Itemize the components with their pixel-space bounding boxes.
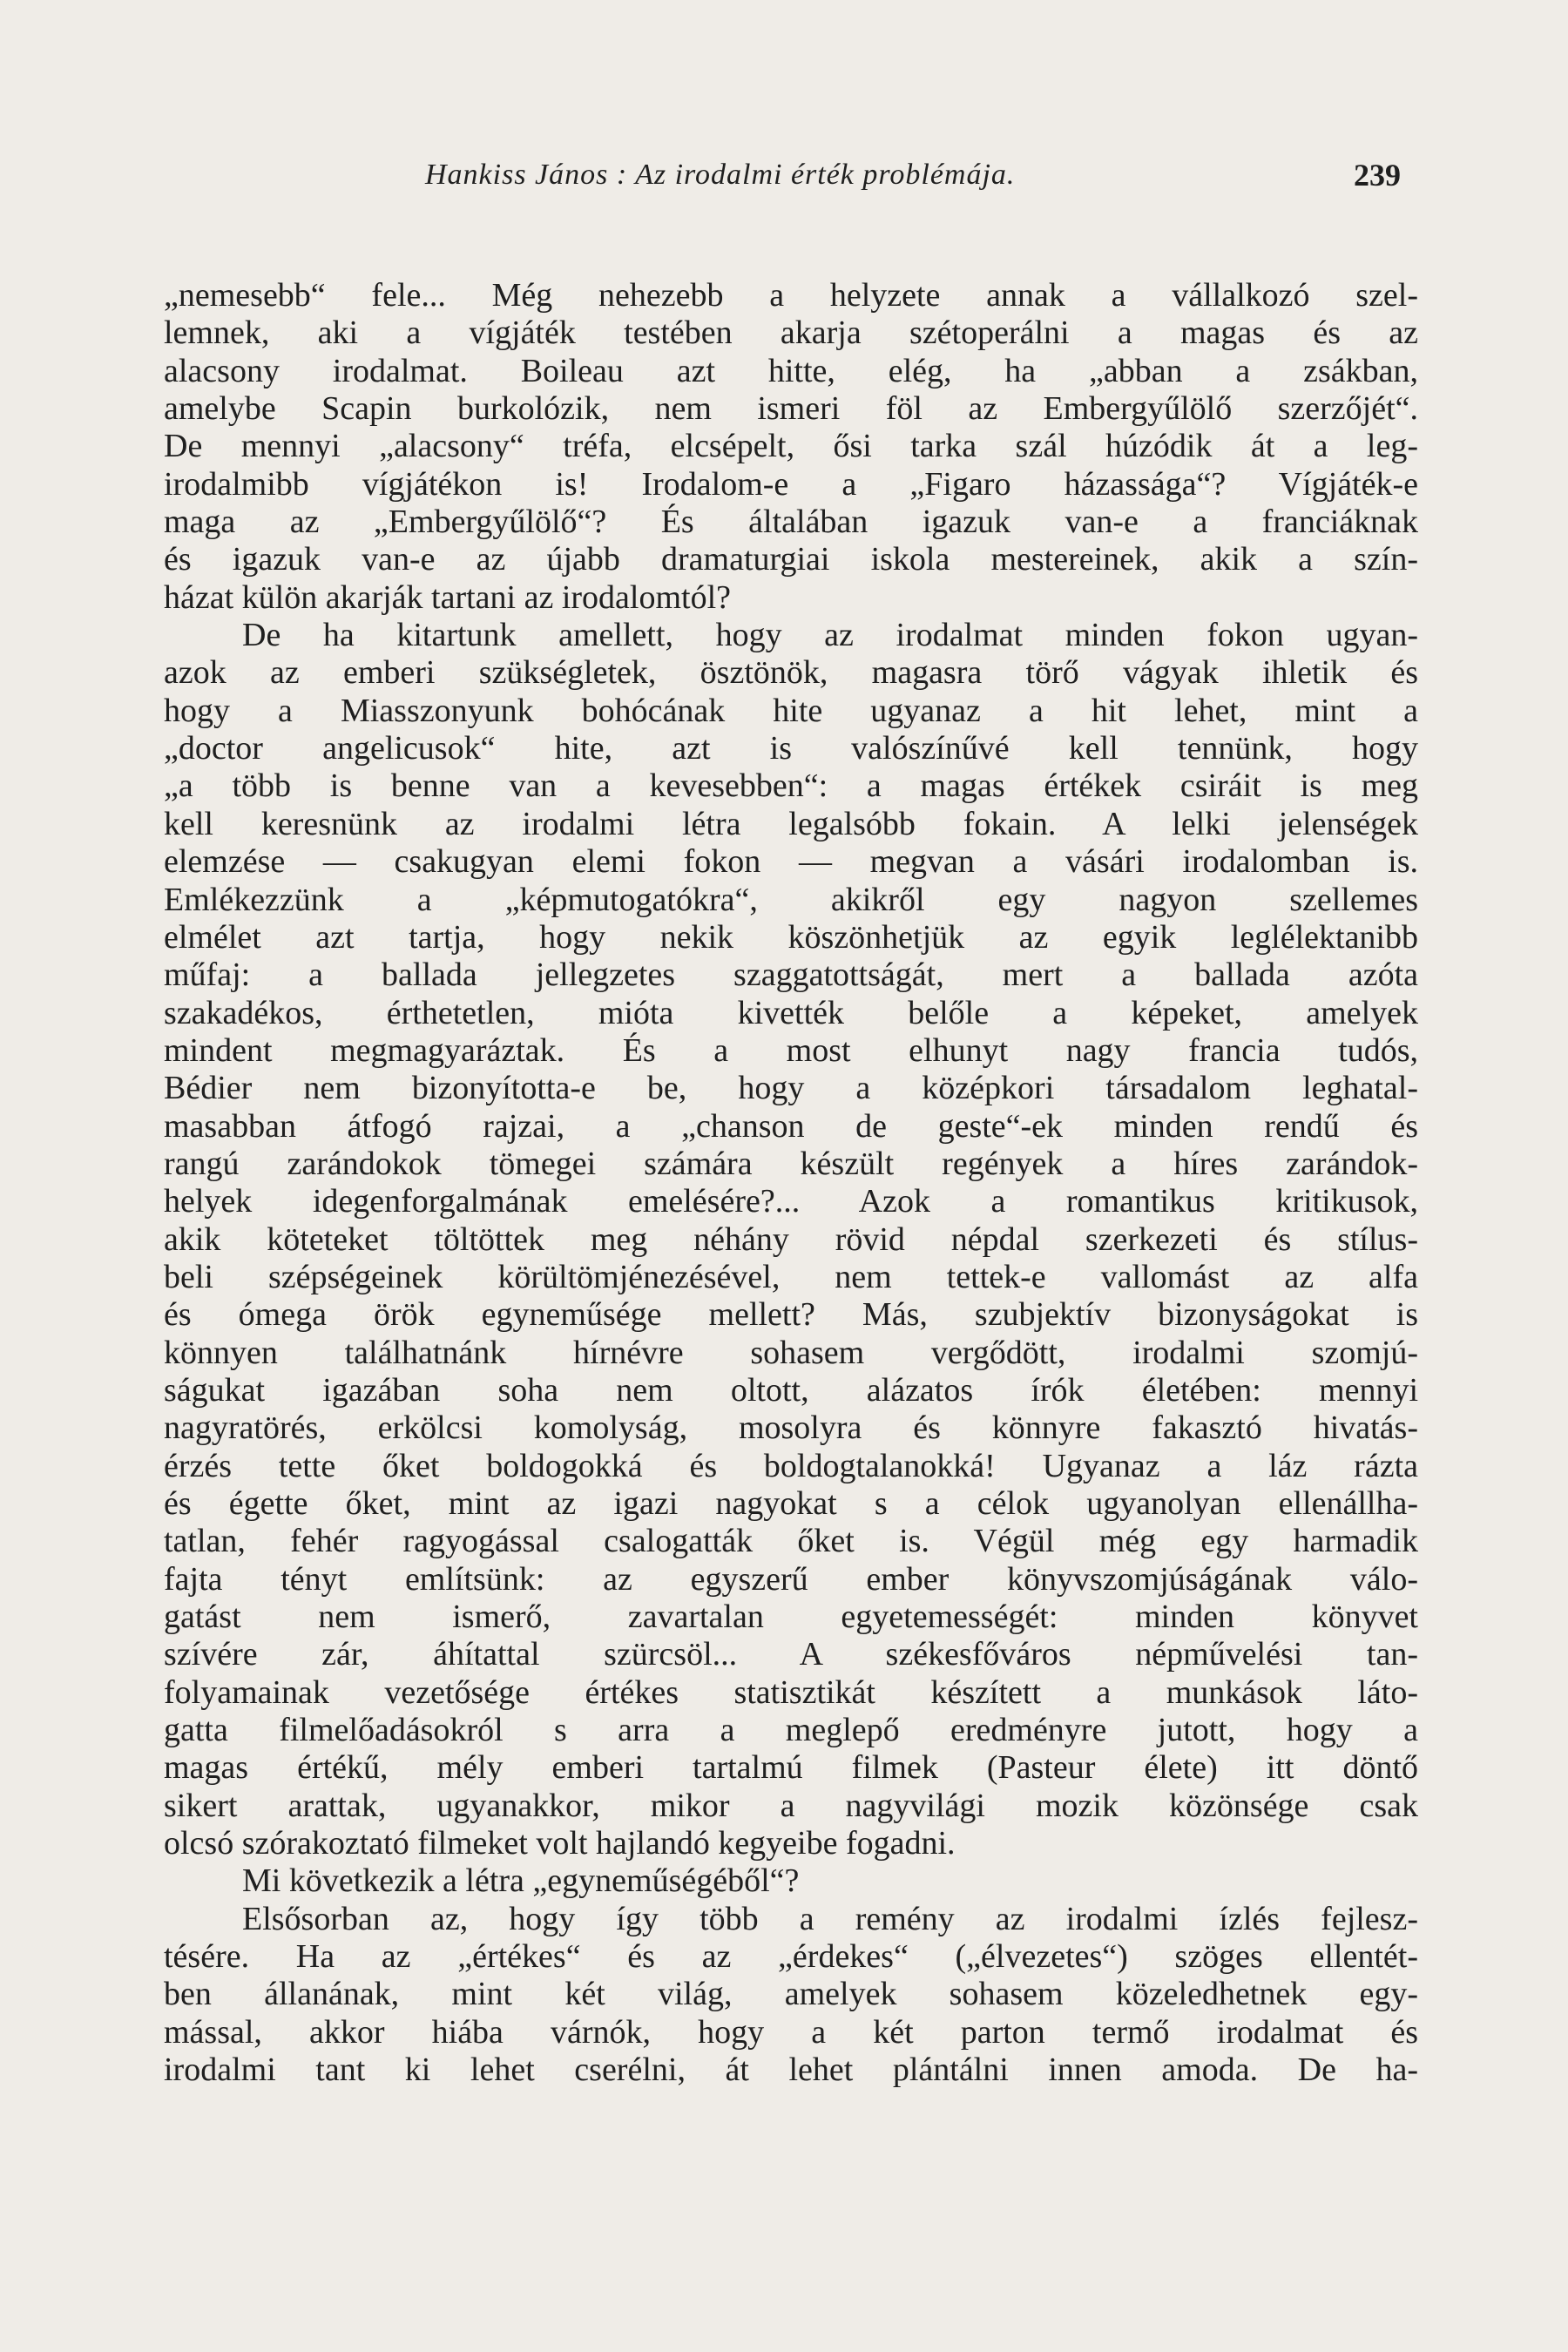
text-line: „a több is benne van a kevesebben“: a magas értékek csiráit is meg: [164, 767, 1418, 805]
text-line: ságukat igazában soha nem oltott, alázatos írók életében: mennyi: [164, 1371, 1418, 1409]
text-line: gatta filmelőadásokról s arra a meglepő eredményre jutott, hogy a: [164, 1712, 1418, 1749]
text-line: nagyratörés, erkölcsi komolyság, mosolyra és könnyre fakasztó hivatás-: [164, 1409, 1418, 1447]
text-line: mással, akkor hiába várnók, hogy a két parton termő irodalmat és: [164, 2013, 1418, 2051]
text-line: hogy a Miasszonyunk bohócának hite ugyanaz a hit lehet, mint a: [164, 692, 1418, 729]
text-line: kell keresnünk az irodalmi létra legalsóbb fokain. A lelki jelenségek: [164, 805, 1418, 842]
text-line: fajta tényt említsünk: az egyszerű ember könyvszomjúságának válo-: [164, 1560, 1418, 1598]
text-line: és ómega örök egyneműsége mellett? Más, szubjektív bizonyságokat is: [164, 1296, 1418, 1334]
text-line: De mennyi „alacsony“ tréfa, elcsépelt, ősi tarka szál húzódik át a leg-: [164, 428, 1418, 465]
text-line: folyamainak vezetősége értékes statisztikát készített a munkások láto-: [164, 1673, 1418, 1711]
text-line: sikert arattak, ugyanakkor, mikor a nagyvilági mozik közönsége csak: [164, 1787, 1418, 1824]
text-line: házat külön akarják tartani az irodalomtól?: [164, 578, 731, 616]
text-line: azok az emberi szükségletek, ösztönök, magasra törő vágyak ihletik és: [164, 654, 1418, 692]
text-line: olcsó szórakoztató filmeket volt hajlandó kegyeibe fogadni.: [164, 1825, 956, 1862]
text-line: helyek idegenforgalmának emelésére?... Azok a romantikus kritikusok,: [164, 1183, 1418, 1220]
text-line: könnyen találhatnánk hírnévre sohasem vergődött, irodalmi szomjú-: [164, 1334, 1418, 1371]
page-number: 239: [1354, 158, 1401, 193]
text-line: alacsony irodalmat. Boileau azt hitte, elég, ha „abban a zsákban,: [164, 352, 1418, 389]
text-line: Emlékezzünk a „képmutogatókra“, akikről egy nagyon szellemes: [164, 881, 1418, 918]
text-line: tatlan, fehér ragyogással csalogatták őket is. Végül még egy harmadik: [164, 1523, 1418, 1560]
text-line: tésére. Ha az „értékes“ és az „érdekes“ („élvezetes“) szöges ellentét-: [164, 1938, 1418, 1976]
running-title: Hankiss János : Az irodalmi érték problémája.: [425, 159, 1016, 191]
text-line: De ha kitartunk amellett, hogy az irodalmat minden fokon ugyan-: [242, 617, 1418, 654]
text-line: szívére zár, áhítattal szürcsöl... A székesfőváros népművelési tan-: [164, 1636, 1418, 1673]
text-line: beli szépségeinek körültömjénezésével, nem tettek-e vallomást az alfa: [164, 1258, 1418, 1295]
text-line: Mi következik a létra „egyneműségéből“?: [242, 1862, 800, 1900]
text-line: Bédier nem bizonyította-e be, hogy a középkori társadalom leghatal-: [164, 1070, 1418, 1107]
text-line: gatást nem ismerő, zavartalan egyetemességét: minden könyvet: [164, 1598, 1418, 1636]
text-line: elmélet azt tartja, hogy nekik köszönhetjük az egyik leglélektanibb: [164, 918, 1418, 956]
text-line: masabban átfogó rajzai, a „chanson de geste“-ek minden rendű és: [164, 1107, 1418, 1145]
text-line: ben állanának, mint két világ, amelyek sohasem közeledhetnek egy-: [164, 1976, 1418, 2013]
text-line: amelybe Scapin burkolózik, nem ismeri föl az Embergyűlölő szerzőjét“.: [164, 390, 1418, 428]
body-text: [164, 277, 1418, 2228]
text-line: „nemesebb“ fele... Még nehezebb a helyzete annak a vállalkozó szel-: [164, 277, 1418, 314]
running-head: [164, 150, 1427, 202]
text-line: magas értékű, mély emberi tartalmú filmek (Pasteur élete) itt döntő: [164, 1749, 1418, 1787]
text-line: és égette őket, mint az igazi nagyokat s a célok ugyanolyan ellenállha-: [164, 1485, 1418, 1522]
text-line: műfaj: a ballada jellegzetes szaggatottságát, mert a ballada azóta: [164, 956, 1418, 994]
text-line: mindent megmagyaráztak. És a most elhunyt nagy francia tudós,: [164, 1031, 1418, 1069]
text-line: maga az „Embergyűlölő“? És általában igazuk van-e a franciáknak: [164, 504, 1418, 541]
text-line: rangú zarándokok tömegei számára készült regények a híres zarándok-: [164, 1145, 1418, 1182]
text-line: akik köteteket töltöttek meg néhány rövid népdal szerkezeti és stílus-: [164, 1220, 1418, 1258]
text-line: irodalmi tant ki lehet cserélni, át lehet plántálni innen amoda. De ha-: [164, 2051, 1418, 2089]
text-line: lemnek, aki a vígjáték testében akarja szétoperálni a magas és az: [164, 314, 1418, 352]
text-line: érzés tette őket boldogokká és boldogtalanokká! Ugyanaz a láz rázta: [164, 1447, 1418, 1484]
text-line: Elsősorban az, hogy így több a remény az irodalmi ízlés fejlesz-: [242, 1900, 1418, 1937]
text-line: irodalmibb vígjátékon is! Irodalom-e a „Figaro házassága“? Vígjáték-e: [164, 465, 1418, 503]
text-line: szakadékos, érthetetlen, mióta kivették belőle a képeket, amelyek: [164, 994, 1418, 1031]
text-line: „doctor angelicusok“ hite, azt is valószínűvé kell tennünk, hogy: [164, 730, 1418, 767]
text-line: és igazuk van-e az újabb dramaturgiai iskola mestereinek, akik a szín-: [164, 541, 1418, 578]
text-line: elemzése — csakugyan elemi fokon — megvan a vásári irodalomban is.: [164, 843, 1418, 881]
